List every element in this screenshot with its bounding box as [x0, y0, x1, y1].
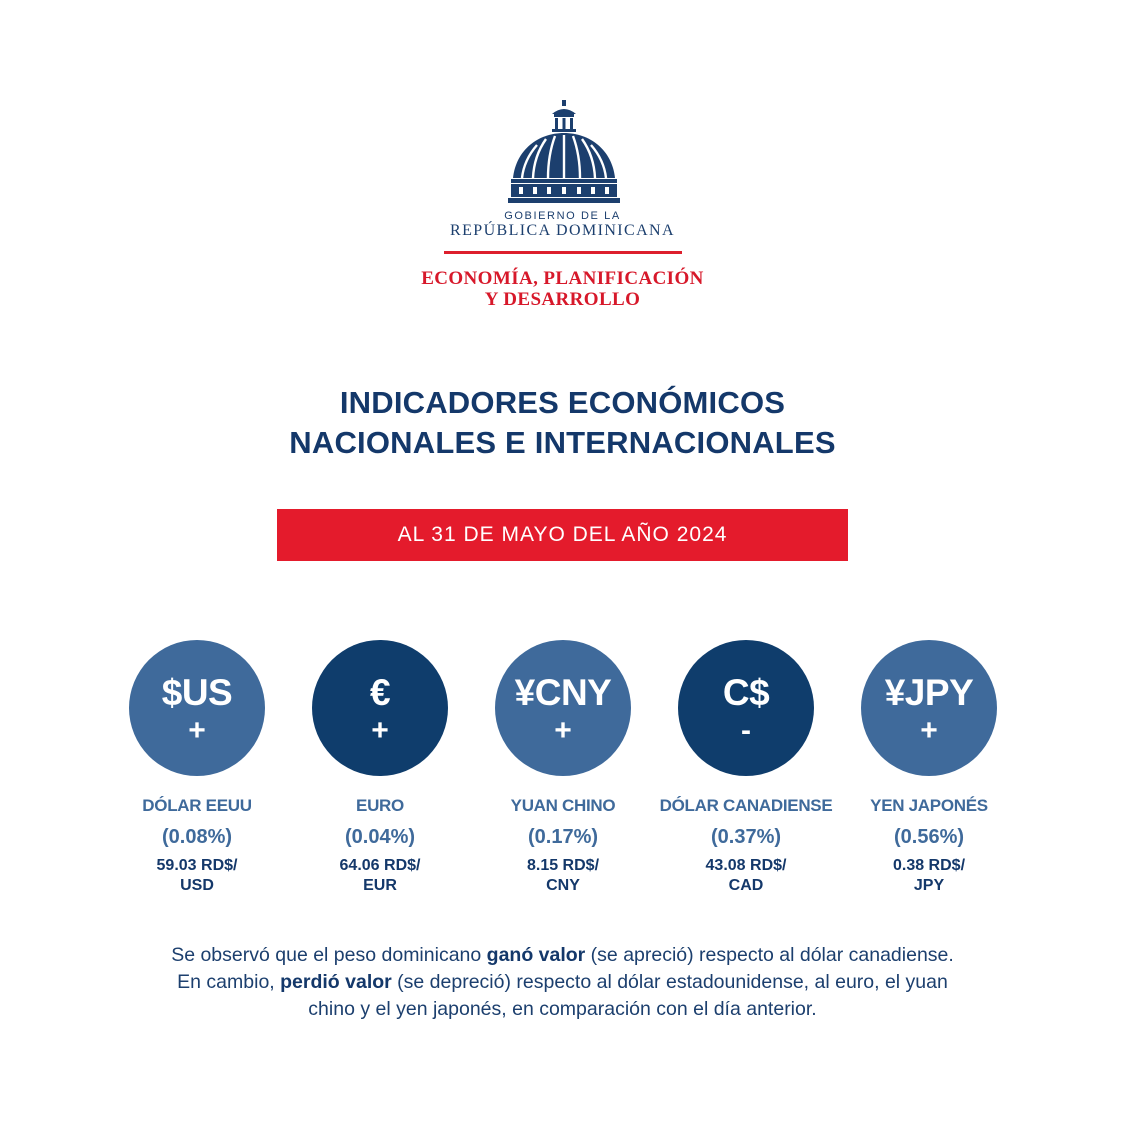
- change-direction: +: [371, 714, 389, 747]
- capitol-dome-icon: [508, 100, 620, 204]
- rate-value: 59.03 RD$/: [156, 857, 238, 874]
- change-direction: -: [741, 714, 751, 747]
- currency-name: YEN JAPONÉS: [870, 796, 988, 815]
- currency-badge: [312, 640, 448, 776]
- currency-name: DÓLAR EEUU: [142, 796, 252, 815]
- change-direction: +: [554, 714, 572, 747]
- date-banner: AL 31 DE MAYO DEL AÑO 2024: [277, 509, 848, 561]
- rate-unit: EUR: [363, 877, 397, 894]
- currency-list: [0, 640, 1125, 900]
- currency-badge: [861, 640, 997, 776]
- government-label: GOBIERNO DE LA: [504, 210, 621, 222]
- currency-name: DÓLAR CANADIENSE: [659, 796, 833, 815]
- country-label: REPÚBLICA DOMINICANA: [450, 222, 675, 239]
- note-text: (se apreció) respecto al dólar canadiense. En cambio,: [177, 944, 954, 993]
- currency-badge: [678, 640, 814, 776]
- currency-jpy: [834, 640, 1024, 896]
- currency-symbol: ¥JPY: [884, 672, 974, 713]
- currency-change: (0.08%): [161, 826, 233, 848]
- exchange-rate: [651, 856, 841, 896]
- summary-note: [160, 942, 965, 1023]
- title-line-1: INDICADORES ECONÓMICOS: [339, 385, 786, 420]
- change-direction: +: [188, 714, 206, 747]
- currency-name: YUAN CHINO: [510, 796, 616, 815]
- currency-eur: [285, 640, 475, 896]
- rate-value: 0.38 RD$/: [892, 857, 966, 874]
- exchange-rate: [834, 856, 1024, 896]
- currency-badge: [495, 640, 631, 776]
- rate-unit: USD: [180, 877, 214, 894]
- rate-value: 64.06 RD$/: [339, 857, 421, 874]
- exchange-rate: [102, 856, 292, 896]
- page-title: [0, 383, 1125, 463]
- title-line-2: NACIONALES E INTERNACIONALES: [289, 425, 836, 460]
- currency-symbol: C$: [722, 672, 770, 713]
- currency-change: (0.17%): [527, 826, 599, 848]
- rate-unit: JPY: [913, 877, 945, 894]
- government-logo: [0, 0, 1125, 320]
- rate-unit: CNY: [546, 877, 580, 894]
- exchange-rate: [285, 856, 475, 896]
- ministry-line-1: ECONOMÍA, PLANIFICACIÓN: [421, 268, 704, 289]
- rate-value: 8.15 RD$/: [526, 857, 600, 874]
- logo-divider: [444, 251, 682, 254]
- currency-symbol: ¥CNY: [514, 672, 612, 713]
- note-highlight-gained: ganó valor: [486, 944, 586, 966]
- currency-name: EURO: [356, 796, 404, 815]
- currency-usd: [102, 640, 292, 896]
- currency-change: (0.37%): [710, 826, 782, 848]
- exchange-rate: [468, 856, 658, 896]
- currency-symbol: $US: [161, 672, 233, 713]
- currency-symbol: €: [369, 672, 391, 713]
- currency-badge: [129, 640, 265, 776]
- ministry-name: [0, 268, 1125, 310]
- rate-unit: CAD: [728, 877, 764, 894]
- note-highlight-lost: perdió valor: [280, 971, 392, 993]
- rate-value: 43.08 RD$/: [705, 857, 787, 874]
- note-text: (se depreció) respecto al dólar estadounidense, al euro, el yuan chino y el yen japonés, en comparación con el día anterior.: [308, 971, 948, 1020]
- currency-change: (0.04%): [344, 826, 416, 848]
- currency-change: (0.56%): [893, 826, 965, 848]
- currency-cad: [651, 640, 841, 896]
- ministry-line-2: Y DESARROLLO: [484, 289, 641, 310]
- change-direction: +: [920, 714, 938, 747]
- currency-cny: [468, 640, 658, 896]
- note-text: Se observó que el peso dominicano: [171, 944, 487, 966]
